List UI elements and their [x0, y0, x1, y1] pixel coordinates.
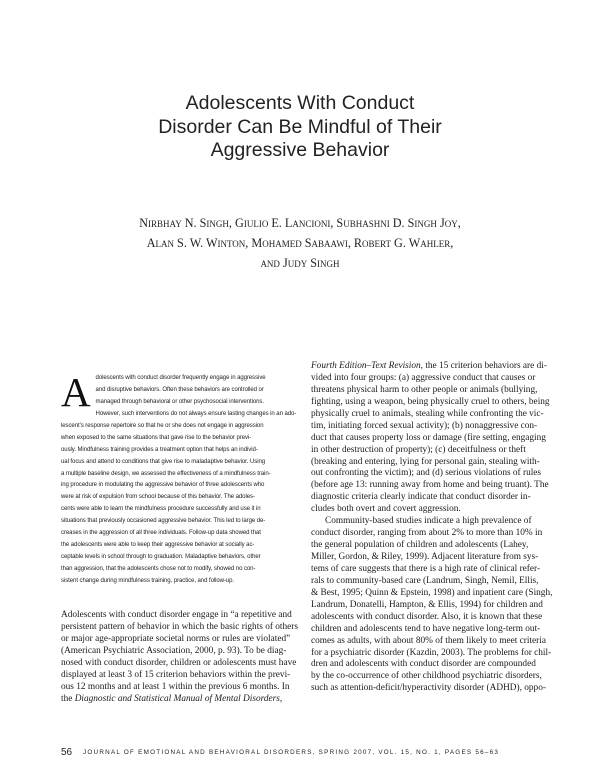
abstract-line: managed through behavioral or other psychosocial interventions. — [95, 398, 264, 405]
body-column-left — [61, 610, 301, 706]
body-line: fighting, using a weapon, being physically cruel to others, being — [311, 396, 550, 407]
body-line: tems of care suggests that there is a high rate of clinical refer- — [311, 563, 541, 574]
title-line: Adolescents With Conduct — [185, 92, 415, 114]
body-line: vided into four groups: (a) aggressive conduct that causes or — [311, 372, 536, 383]
body-line: diagnostic criteria clearly indicate that conduct disorder in- — [311, 492, 531, 503]
italic-title-fragment: Fourth Edition–Text Revision, — [311, 361, 423, 371]
body-line: displayed at least 3 of 15 criterion behaviors within the previ- — [61, 669, 291, 680]
author-list — [80, 213, 520, 274]
body-line: conduct disorder, ranging from about 2% to more than 10% in — [311, 528, 543, 539]
body-line: dren and adolescents with conduct disorder are compounded — [311, 659, 536, 670]
body-line: nosed with conduct disorder, children or adolescents must have — [61, 657, 297, 668]
abstract — [61, 369, 297, 588]
abstract-line: ously. Mindfulness training provides a treatment option that helps an individ- — [61, 446, 258, 453]
body-line: (breaking and entering, lying for personal gain, stealing with- — [311, 456, 540, 467]
body-line: (before age 13: running away from home and being truant). The — [311, 480, 549, 491]
abstract-line: ing procedure in modulating the aggressive behavior of three adolescents who — [61, 482, 265, 489]
body-line: adolescents with conduct disorder. Also, it is known that these — [311, 611, 543, 622]
journal-citation: JOURNAL OF EMOTIONAL AND BEHAVIORAL DISORDERS, SPRING 2007, VOL. 15, NO. 1, PAGES 56–63 — [83, 749, 500, 756]
body-line: comes as adults, with about 80% of them likely to meet criteria — [311, 635, 546, 646]
body-line: physically cruel to animals, stealing while confronting the vic- — [311, 408, 544, 419]
body-column-right — [311, 361, 557, 695]
abstract-line: than aggression, that the adolescents chose not to modify, showed no con- — [61, 566, 256, 572]
page-number: 56 — [61, 747, 73, 758]
abstract-line: ual focus and attend to conditions that give rise to maladaptive behavior. Using — [61, 458, 266, 465]
author-line: and Judy Singh — [260, 256, 340, 271]
body-line: Adolescents with conduct disorder engage in “a repetitive and — [61, 610, 292, 620]
body-line: children and adolescents tend to have negative long-term out- — [311, 623, 541, 634]
abstract-line: were at risk of expulsion from school because of this behavior. The adoles- — [61, 494, 255, 501]
body-line: tim, initiating forced sexual activity); (b) nonaggressive con- — [311, 420, 538, 431]
abstract-line: lescent’s response repertoire so that he or she does not engage in aggression — [61, 422, 264, 429]
body-line: duct that causes property loss or damage (fire setting, engaging — [311, 432, 546, 443]
body-line: cludes both overt and covert aggression. — [311, 504, 461, 515]
body-line: rals to community-based care (Landrum, Singh, Nemil, Ellis, — [311, 575, 539, 586]
abstract-line: the adolescents were able to keep their aggressive behavior at socially ac- — [61, 542, 255, 549]
abstract-line: when exposed to the same situations that gave rise to the behavior previ- — [61, 434, 252, 441]
title-line: Aggressive Behavior — [210, 139, 390, 161]
abstract-line: creases in the aggression of all three individuals. Follow-up data showed that — [61, 530, 261, 537]
article-title — [100, 92, 500, 163]
body-line: Landrum, Donatelli, Hampton, & Ellis, 1994) for children and — [311, 599, 543, 610]
body-line: threatens physical harm to other people or animals (bullying, — [311, 384, 538, 395]
body-line: by the co-occurrence of other childhood psychiatric disorders, — [311, 671, 542, 682]
body-line: for a psychiatric disorder (Kazdin, 2003). The problems for chil- — [311, 647, 552, 658]
author-line: Alan S. W. Winton, Mohamed Sabaawi, Robert G. Wahler, — [146, 236, 454, 251]
body-line: Community-based studies indicate a high prevalence of — [325, 516, 532, 527]
abstract-line: cents were able to learn the mindfulness procedure successfully and use it in — [61, 506, 261, 513]
abstract-line: sistent change during mindfulness training, practice, and follow-up. — [61, 577, 235, 584]
body-line: in other destruction of property); (c) deceitfulness or theft — [311, 444, 526, 455]
drop-cap: A — [61, 369, 91, 415]
body-line: or major age-appropriate societal norms or rules are violated” — [61, 633, 291, 644]
body-line: (American Psychiatric Association, 2000, p. 93). To be diag- — [61, 645, 287, 656]
body-line: ous 12 months and at least 1 within the previous 6 months. In — [61, 681, 290, 692]
body-line: such as attention-deficit/hyperactivity disorder (ADHD), oppo- — [311, 683, 546, 694]
body-line: the Diagnostic and Statistical Manual of Mental Disorders, — [61, 693, 283, 704]
abstract-line: ceptable levels in school through to graduation. Maladaptive behaviors, other — [61, 554, 261, 561]
title-line: Disorder Can Be Mindful of Their — [158, 115, 442, 138]
body-line: Miller, Gordon, & Riley, 1999). Adjacent literature from sys- — [311, 552, 539, 562]
body-line: persistent pattern of behavior in which the basic rights of others — [61, 621, 299, 632]
italic-title-fragment: Diagnostic and Statistical Manual of Mental Disorders, — [74, 693, 283, 704]
body-line: & Best, 1995; Quinn & Epstein, 1998) and inpatient care (Singh, — [311, 587, 553, 598]
abstract-line: However, such interventions do not always ensure lasting changes in an ado- — [95, 410, 297, 417]
body-line: the general population of children and adolescents (Lahey, — [311, 540, 529, 551]
body-line: Fourth Edition–Text Revision, the 15 criterion behaviors are di- — [311, 361, 547, 371]
abstract-line: dolescents with conduct disorder frequently engage in aggressive — [95, 375, 266, 381]
author-line: Nirbhay N. Singh, Giulio E. Lancioni, Subhashni D. Singh Joy, — [139, 216, 461, 230]
abstract-line: situations that previously occasioned aggressive behavior. This led to large de- — [61, 518, 266, 525]
abstract-line: a multiple baseline design, we assessed the effectiveness of a mindfulness train- — [61, 470, 271, 477]
abstract-line: and disruptive behaviors. Often these behaviors are controlled or — [95, 386, 264, 393]
body-line: out confronting the victim); and (d) serious violations of rules — [311, 468, 542, 479]
